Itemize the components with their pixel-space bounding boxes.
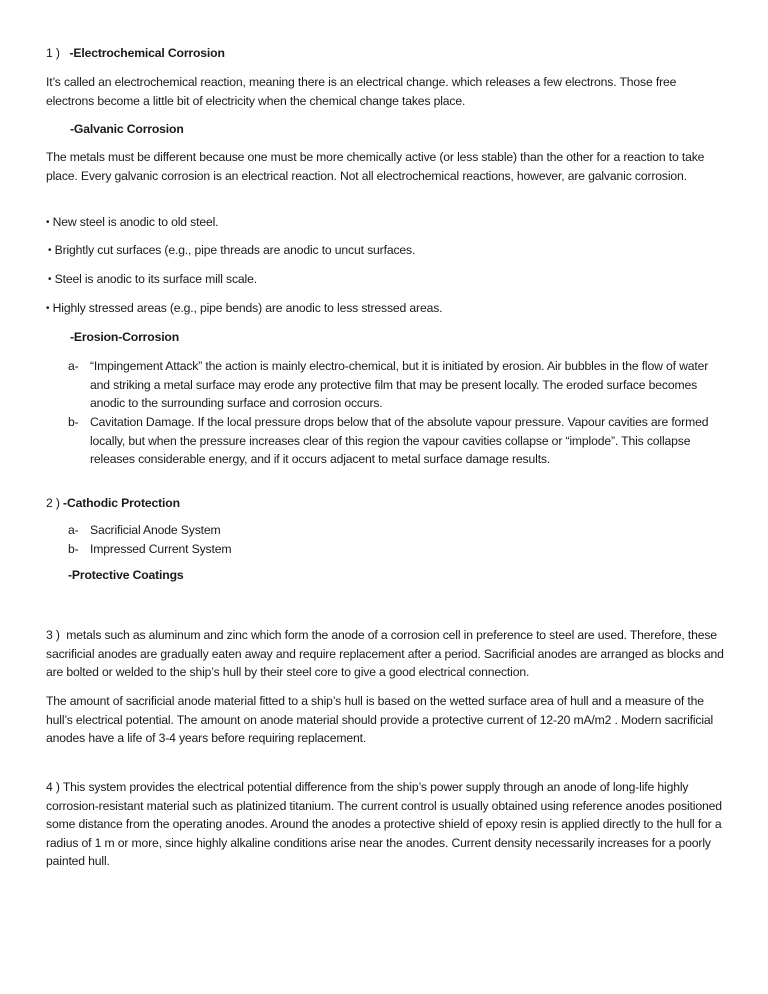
section3-para1: 3 ) metals such as aluminum and zinc which form the anode of a corrosion cell in preference to steel are used. Therefore, these sacrificial anodes are gradually eaten away and require replacement after a period. Sacrificial anodes are arranged as blocks and are bolted or welded to the ship’s hull by their steel core to give a good electrical connection. — [46, 628, 724, 679]
list-text: Sacrificial Anode System — [90, 523, 221, 537]
galvanic-heading: -Galvanic Corrosion — [70, 122, 184, 136]
section4-number: 4 ) — [46, 780, 60, 794]
erosion-heading: -Erosion-Corrosion — [70, 330, 180, 344]
list-marker: b- — [68, 542, 79, 556]
bullet-item: • Highly stressed areas (e.g., pipe bends) are anodic to less stressed areas. — [46, 301, 443, 315]
galvanic-text: The metals must be different because one must be more chemically active (or less stable) than the other for a reaction to take place. Every galvanic corrosion is an electrical reaction. Not all electrochemical reactions, however, are galvanic corrosion. — [46, 150, 705, 183]
list-marker: a- — [68, 523, 79, 537]
bullet-icon: • — [46, 303, 50, 314]
list-marker: a- — [68, 359, 79, 373]
bullet-item: • Brightly cut surfaces (e.g., pipe threads are anodic to uncut surfaces. — [48, 243, 416, 257]
section2-heading: -Cathodic Protection — [63, 496, 180, 510]
list-text: Cavitation Damage. If the local pressure drops below that of the absolute vapour pressure. Vapour cavities are formed locally, but when the pressure increases clear of this region the vapour cavities collapse or “implode”. This collapse releases considerable energy, and if it occurs adjacent to metal surface damage results. — [90, 415, 709, 466]
bullet-icon: • — [48, 274, 52, 285]
coatings-heading: -Protective Coatings — [68, 568, 184, 582]
list-text: “Impingement Attack” the action is mainly electro-chemical, but it is initiated by erosion. Air bubbles in the flow of water and striking a metal surface may erode any protective film that may be present locally. The eroded surface becomes anodic to the surrounding surface and corrosion occurs. — [90, 359, 709, 410]
section3-para2: The amount of sacrificial anode material fitted to a ship’s hull is based on the wetted surface area of hull and a measure of the hull’s electrical potential. The amount on anode material should provide a protective current of 12-20 mA/m2 . Modern sacrificial anodes have a life of 3-4 years before requiring replacement. — [46, 694, 714, 745]
section1-intro: It’s called an electrochemical reaction, meaning there is an electrical change. which releases a few electrons. Those free electrons become a little bit of electricity when the chemical change takes place. — [46, 75, 677, 108]
section1-heading: -Electrochemical Corrosion — [69, 46, 225, 60]
bullet-item: • Steel is anodic to its surface mill scale. — [48, 272, 257, 286]
section4-para: 4 ) This system provides the electrical potential difference from the ship’s power supply through an anode of long-life highly corrosion-resistant material such as platinized titanium. The current control is usually obtained using reference anodes positioned some distance from the operating anodes. Around the anodes a protective shield of epoxy resin is applied directly to the hull for a radius of 1 m or more, since highly alkaline conditions arise near the anodes. Current density necessarily increases for a poorly painted hull. — [46, 780, 722, 868]
bullet-icon: • — [46, 217, 50, 228]
bullet-item: • New steel is anodic to old steel. — [46, 215, 219, 229]
section3-number: 3 ) — [46, 628, 60, 642]
section2-heading-line — [46, 495, 180, 512]
list-marker: b- — [68, 415, 79, 429]
list-text: Impressed Current System — [90, 542, 232, 556]
bullet-icon: • — [48, 245, 52, 256]
section2-number: 2 ) — [46, 496, 60, 510]
section1-number: 1 ) — [46, 46, 60, 60]
section1-heading-line — [46, 45, 225, 62]
